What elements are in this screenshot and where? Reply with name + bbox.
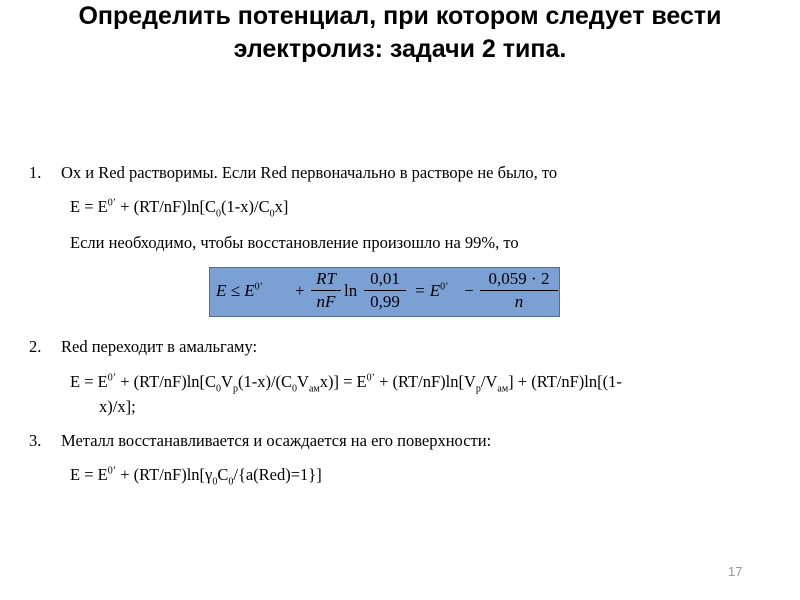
title-line-2: электролиз: задачи 2 типа. bbox=[233, 35, 567, 63]
formula-2-continuation: x)/x]; bbox=[99, 397, 136, 416]
formula-ln: ln bbox=[344, 281, 358, 300]
fraction-ratio: 0,01 0,99 bbox=[364, 269, 406, 312]
item-text: Ox и Red растворимы. Если Red первоначально в растворе не было, то bbox=[61, 163, 558, 182]
title-line-1: Определить потенциал, при котором следует вести bbox=[78, 2, 722, 30]
item-number: 2. bbox=[29, 337, 42, 356]
fraction-coefficient: 0,059 · 2 n bbox=[480, 269, 558, 312]
item-text: Металл восстанавливается и осаждается на его поверхности: bbox=[61, 431, 492, 450]
item-text: Red переходит в амальгаму: bbox=[61, 337, 258, 356]
slide-title bbox=[0, 0, 800, 66]
fraction-rt-nf: RT nF bbox=[311, 269, 341, 312]
item-number: 1. bbox=[29, 163, 42, 182]
formula-1: $E = E^{0’} + (RT/nF)\ln[C_0(1-x)/C_0x]$ bbox=[70, 197, 289, 220]
formula-3: $E = E^{0’} + (RT/nF)\ln[\gamma_0C_0/\{a(Red)=1\}]$ bbox=[70, 465, 322, 488]
boxed-formula bbox=[209, 267, 560, 317]
formula-minus: − bbox=[464, 281, 474, 300]
formula-lhs: $E \le E^{0’}$ bbox=[216, 281, 263, 300]
formula-2: $E = E^{0’} + (RT/nF)\ln[C_0V_р(1-x)/(C_0V_{ам}x)] = E^{0’} + (RT/nF)\ln[V_р/V_{ам}] + (RT/nF)\ln[(1-$ bbox=[70, 372, 622, 395]
formula-equals: = $E^{0’}$ bbox=[414, 281, 449, 300]
page-number: 17 bbox=[728, 564, 743, 579]
item-number: 3. bbox=[29, 431, 42, 450]
condition-note: Если необходимо, чтобы восстановление произошло на 99%, то bbox=[70, 233, 519, 252]
formula-plus: + bbox=[295, 281, 305, 300]
